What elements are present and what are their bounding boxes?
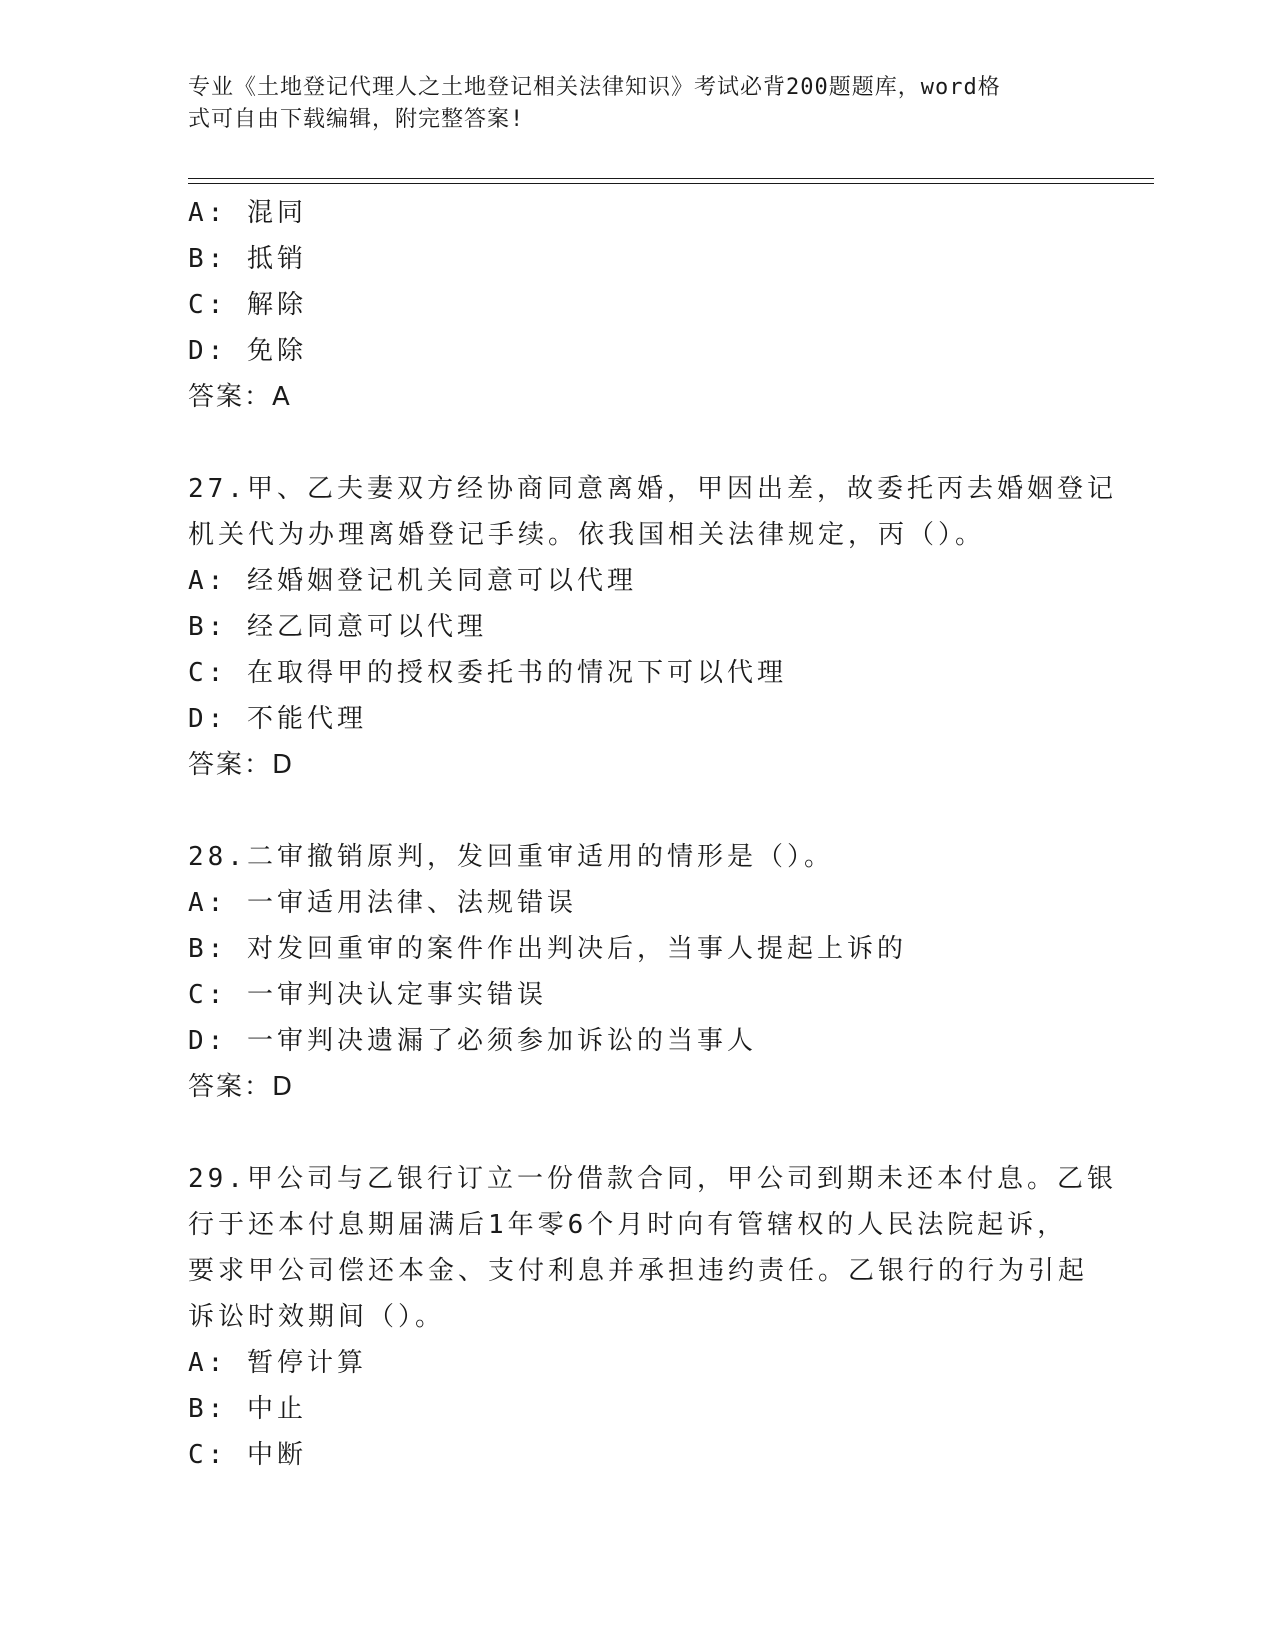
option-c: C: 在取得甲的授权委托书的情况下可以代理 xyxy=(188,658,787,688)
answer: 答案：D xyxy=(188,750,295,780)
question-27 xyxy=(188,466,1117,788)
option-a: A: 混同 xyxy=(188,198,307,228)
header-line-1: 专业《土地登记代理人之土地登记相关法律知识》考试必背200题题库，word格 xyxy=(188,75,1001,100)
question-stem-line: 27.甲、乙夫妻双方经协商同意离婚，甲因出差，故委托丙去婚姻登记 xyxy=(188,474,1117,504)
option-c: C: 解除 xyxy=(188,290,307,320)
header-rule-bottom xyxy=(188,183,1154,184)
header-line-2: 式可自由下载编辑，附完整答案! xyxy=(188,107,525,132)
answer: 答案：A xyxy=(188,382,292,412)
document-body xyxy=(188,190,1117,1478)
option-c: C: 中断 xyxy=(188,1440,307,1470)
question-stem-line: 要求甲公司偿还本金、支付利息并承担违约责任。乙银行的行为引起 xyxy=(188,1256,1089,1286)
question-28 xyxy=(188,834,1088,1110)
option-d: D: 不能代理 xyxy=(188,704,367,734)
header-rule-top xyxy=(188,178,1154,179)
option-a: A: 经婚姻登记机关同意可以代理 xyxy=(188,566,637,596)
option-a: A: 一审适用法律、法规错误 xyxy=(188,888,577,918)
option-d: D: 免除 xyxy=(188,336,307,366)
document-header xyxy=(188,72,1088,136)
answer: 答案：D xyxy=(188,1072,295,1102)
option-b: B: 抵销 xyxy=(188,244,307,274)
option-b: B: 经乙同意可以代理 xyxy=(188,612,487,642)
question-stem-line: 28.二审撤销原判，发回重审适用的情形是（）。 xyxy=(188,842,834,872)
option-d: D: 一审判决遗漏了必须参加诉讼的当事人 xyxy=(188,1026,757,1056)
option-b: B: 中止 xyxy=(188,1394,307,1424)
question-stem-line: 诉讼时效期间（）。 xyxy=(188,1302,446,1332)
option-c: C: 一审判决认定事实错误 xyxy=(188,980,547,1010)
option-a: A: 暂停计算 xyxy=(188,1348,367,1378)
question-stem-line: 机关代为办理离婚登记手续。依我国相关法律规定，丙（）。 xyxy=(188,520,986,550)
question-29 xyxy=(188,1156,1117,1478)
question-26 xyxy=(188,190,1088,420)
option-b: B: 对发回重审的案件作出判决后，当事人提起上诉的 xyxy=(188,934,907,964)
question-stem-line: 29.甲公司与乙银行订立一份借款合同，甲公司到期未还本付息。乙银 xyxy=(188,1164,1117,1194)
question-stem-line: 行于还本付息期届满后1年零6个月时向有管辖权的人民法院起诉， xyxy=(188,1210,1068,1240)
